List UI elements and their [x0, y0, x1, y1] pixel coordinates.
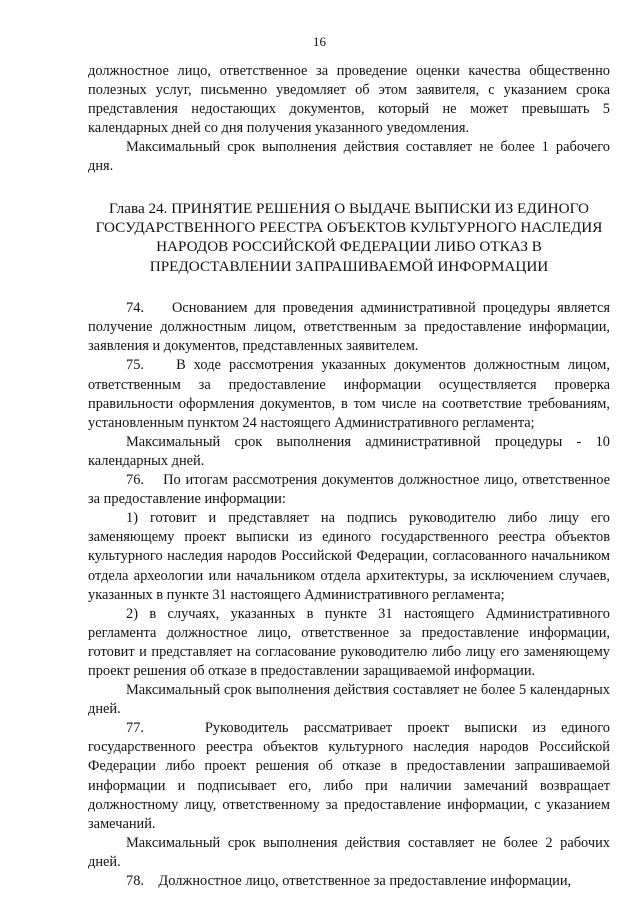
paragraph-78: 78. Должностное лицо, ответственное за предоставление информации,	[126, 873, 572, 889]
list-item: 1) готовит и представляет на подпись руководителю либо лицу его заменяющему проект выписки из единого государственного реестра объектов культурного наследия народов Российской Федерации, согласованного начальником отдела археологии или начальником отдела архитектуры, за исключением случаев, указанных в пункте 31 настоящего Административного регламента;	[88, 510, 610, 603]
paragraph-77: 77. Руководитель рассматривает проект выписки из единого государственного реестра объектов культурного наследия народов Российской Федерации либо проект решения об отказе в предоставлении запрашиваемой информации и подписывает его, либо при наличии замечаний возвращает должностному лицу, ответственному за предоставление информации, с указанием замечаний.	[88, 720, 610, 832]
paragraph: Максимальный срок выполнения действия составляет не более 5 календарных дней.	[88, 682, 610, 718]
list-item: 2) в случаях, указанных в пункте 31 настоящего Административного регламента должностное лицо, ответственное за предоставление информации, готовит и представляет на согласование руководителю либо лицу его заменяющему проект решения об отказе в предоставлении заращиваемой информации.	[88, 605, 610, 679]
paragraph-74: 74. Основанием для проведения административной процедуры является получение должностным лицом, ответственным за предоставление информации, заявления и документов, представленных заявителем.	[88, 300, 610, 355]
paragraph: Максимальный срок выполнения административной процедуры - 10 календарных дней.	[88, 433, 610, 469]
paragraph-76: 76. По итогам рассмотрения документов должностное лицо, ответственное за предоставление информации:	[88, 472, 610, 508]
chapter-title: Глава 24. ПРИНЯТИЕ РЕШЕНИЯ О ВЫДАЧЕ ВЫПИСКИ ИЗ ЕДИНОГО ГОСУДАРСТВЕННОГО РЕЕСТРА ОБЪЕКТОВ КУЛЬТУРНОГО НАСЛЕДИЯ НАРОДОВ РОССИЙСКОЙ ФЕДЕРАЦИИ ЛИБО ОТКАЗ В ПРЕДОСТАВЛЕНИИ ЗАПРАШИВАЕМОЙ ИНФОРМАЦИИ	[95, 199, 603, 275]
page-body	[88, 62, 610, 891]
paragraph-75: 75. В ходе рассмотрения указанных документов должностным лицом, ответственным за предоставление информации осуществляется проверка правильности оформления документов, в том числе на соответствие требованиям, установленным пунктом 24 настоящего Административного регламента;	[88, 357, 610, 431]
paragraph: Максимальный срок выполнения действия составляет не более 2 рабочих дней.	[88, 834, 610, 870]
paragraph: должностное лицо, ответственное за проведение оценки качества общественно полезных услуг, письменно уведомляет об этом заявителя, с указанием срока представления недостающих документов, который не может превышать 5 календарных дней со дня получения указанного уведомления.	[88, 63, 610, 137]
paragraph: Максимальный срок выполнения действия составляет не более 1 рабочего дня.	[88, 139, 610, 175]
page-number: 16	[313, 34, 326, 49]
